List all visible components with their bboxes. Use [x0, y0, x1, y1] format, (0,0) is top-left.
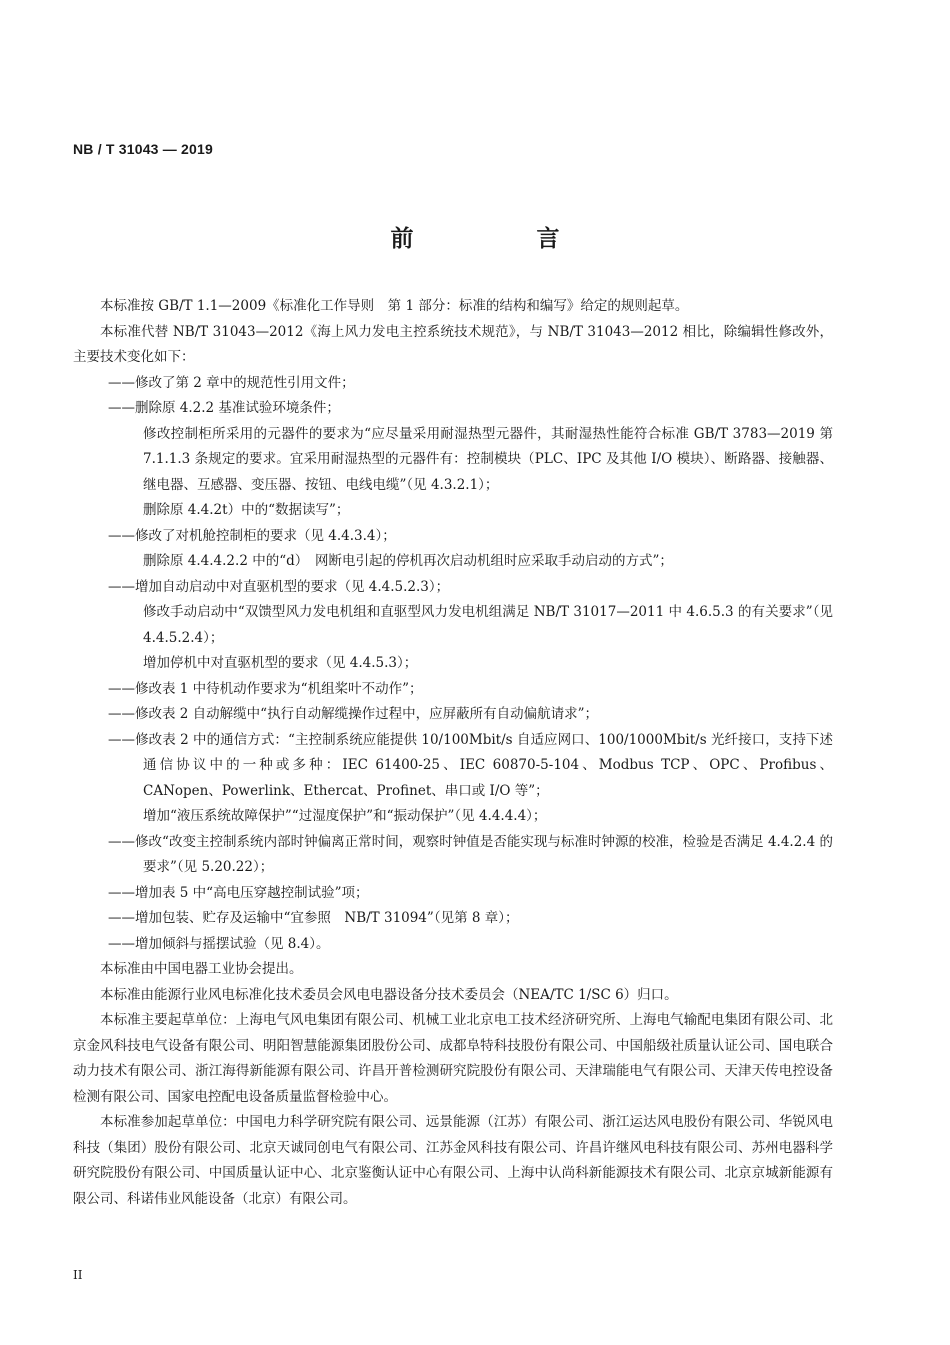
foreword-body: [73, 294, 847, 1212]
change-subitem: 增加停机中对直驱机型的要求（见 4.4.5.3）；: [143, 655, 418, 671]
page-number: II: [73, 1268, 83, 1282]
change-item: ——增加包装、贮存及运输中“宜参照 NB/T 31094”（见第 8 章）；: [108, 910, 519, 926]
change-subitem: 增加“液压系统故障保护”“过湿度保护”和“振动保护”（见 4.4.4.4）；: [143, 808, 547, 824]
change-item: ——修改表 1 中待机动作要求为“机组桨叶不动作”；: [108, 680, 423, 697]
change-subitem: 修改控制柜所采用的元器件的要求为“应尽量采用耐湿热型元器件，其耐湿热性能符合标准 GB/T 3783—2019 第 7.1.1.3 条规定的要求。宜采用耐湿热型的元器件有：控制模块（PLC、IPC 及其他 I/O 模块）、断路器、接触器、继电器、互感器、变压器、按钮、电线电缆”（见 4.3.2.1）；: [143, 425, 833, 493]
paragraph-main-drafters: 本标准主要起草单位：上海电气风电集团有限公司、机械工业北京电工技术经济研究所、上海电气输配电集团有限公司、北京金风科技电气设备有限公司、明阳智慧能源集团股份公司、成都阜特科技股份有限公司、中国船级社质量认证公司、国电联合动力技术有限公司、浙江海得新能源有限公司、许昌开普检测研究院股份有限公司、天津瑞能电气有限公司、天津天传电控设备检测有限公司、国家电控配电设备质量监督检验中心。: [73, 1012, 833, 1105]
paragraph-replacement: 本标准代替 NB/T 31043—2012《海上风力发电主控系统技术规范》，与 NB/T 31043—2012 相比，除编辑性修改外，主要技术变化如下：: [73, 323, 833, 365]
change-subitem: 删除原 4.4.4.2.2 中的“d） 网断电引起的停机再次启动机组时应采取手动启动的方式”；: [143, 553, 673, 569]
change-item: ——修改了对机舱控制柜的要求（见 4.4.3.4）；: [108, 527, 396, 544]
paragraph-drafting-rules: 本标准按 GB/T 1.1—2009《标准化工作导则 第 1 部分：标准的结构和编写》给定的规则起草。: [100, 298, 689, 314]
change-item: ——修改“改变主控制系统内部时钟偏离正常时间，观察时钟值是否能实现与标准时钟源的校准，检验是否满足 4.4.2.4 的要求”（见 5.20.22）；: [108, 833, 833, 875]
paragraph-committee: 本标准由能源行业风电标准化技术委员会风电电器设备分技术委员会（NEA/TC 1/SC 6）归口。: [100, 986, 678, 1003]
paragraph-proposer: 本标准由中国电器工业协会提出。: [100, 961, 303, 977]
change-subitem: 删除原 4.4.2t）中的“数据读写”；: [143, 502, 350, 518]
paragraph-participating-drafters: 本标准参加起草单位：中国电力科学研究院有限公司、远景能源（江苏）有限公司、浙江运达风电股份有限公司、华锐风电科技（集团）股份有限公司、北京天诚同创电气有限公司、江苏金风科技有限公司、许昌许继风电科技有限公司、苏州电器科学研究院股份有限公司、中国质量认证中心、北京鉴衡认证中心有限公司、上海中认尚科新能源技术有限公司、北京京城新能源有限公司、科诺伟业风能设备（北京）有限公司。: [73, 1114, 833, 1207]
change-item: ——修改表 2 自动解缆中“执行自动解缆操作过程中，应屏蔽所有自动偏航请求”；: [108, 706, 598, 722]
change-item: ——修改了第 2 章中的规范性引用文件；: [108, 374, 355, 391]
change-item: ——增加自动启动中对直驱机型的要求（见 4.4.5.2.3）；: [108, 578, 450, 595]
change-item: ——删除原 4.2.2 基准试验环境条件；: [108, 400, 340, 416]
page-title: 前 言: [390, 226, 610, 252]
change-item: ——增加表 5 中“高电压穿越控制试验”项；: [108, 884, 369, 901]
standard-id: NB / T 31043 — 2019: [73, 141, 213, 157]
change-item: ——增加倾斜与摇摆试验（见 8.4）。: [108, 935, 330, 952]
change-subitem: 修改手动启动中“双馈型风力发电机组和直驱型风力发电机组满足 NB/T 31017—2011 中 4.6.5.3 的有关要求”（见 4.4.5.2.4）；: [143, 604, 847, 646]
change-item: ——修改表 2 中的通信方式：“主控制系统应能提供 10/100Mbit/s 自适应网口、100/1000Mbit/s 光纤接口，支持下述通信协议中的一种或多种：IEC 61400-25、IEC 60870-5-104、Modbus TCP、OPC、Profibus、CANopen、Powerlink、Ethercat、Profinet、串口或 I/O 等”；: [108, 731, 833, 799]
